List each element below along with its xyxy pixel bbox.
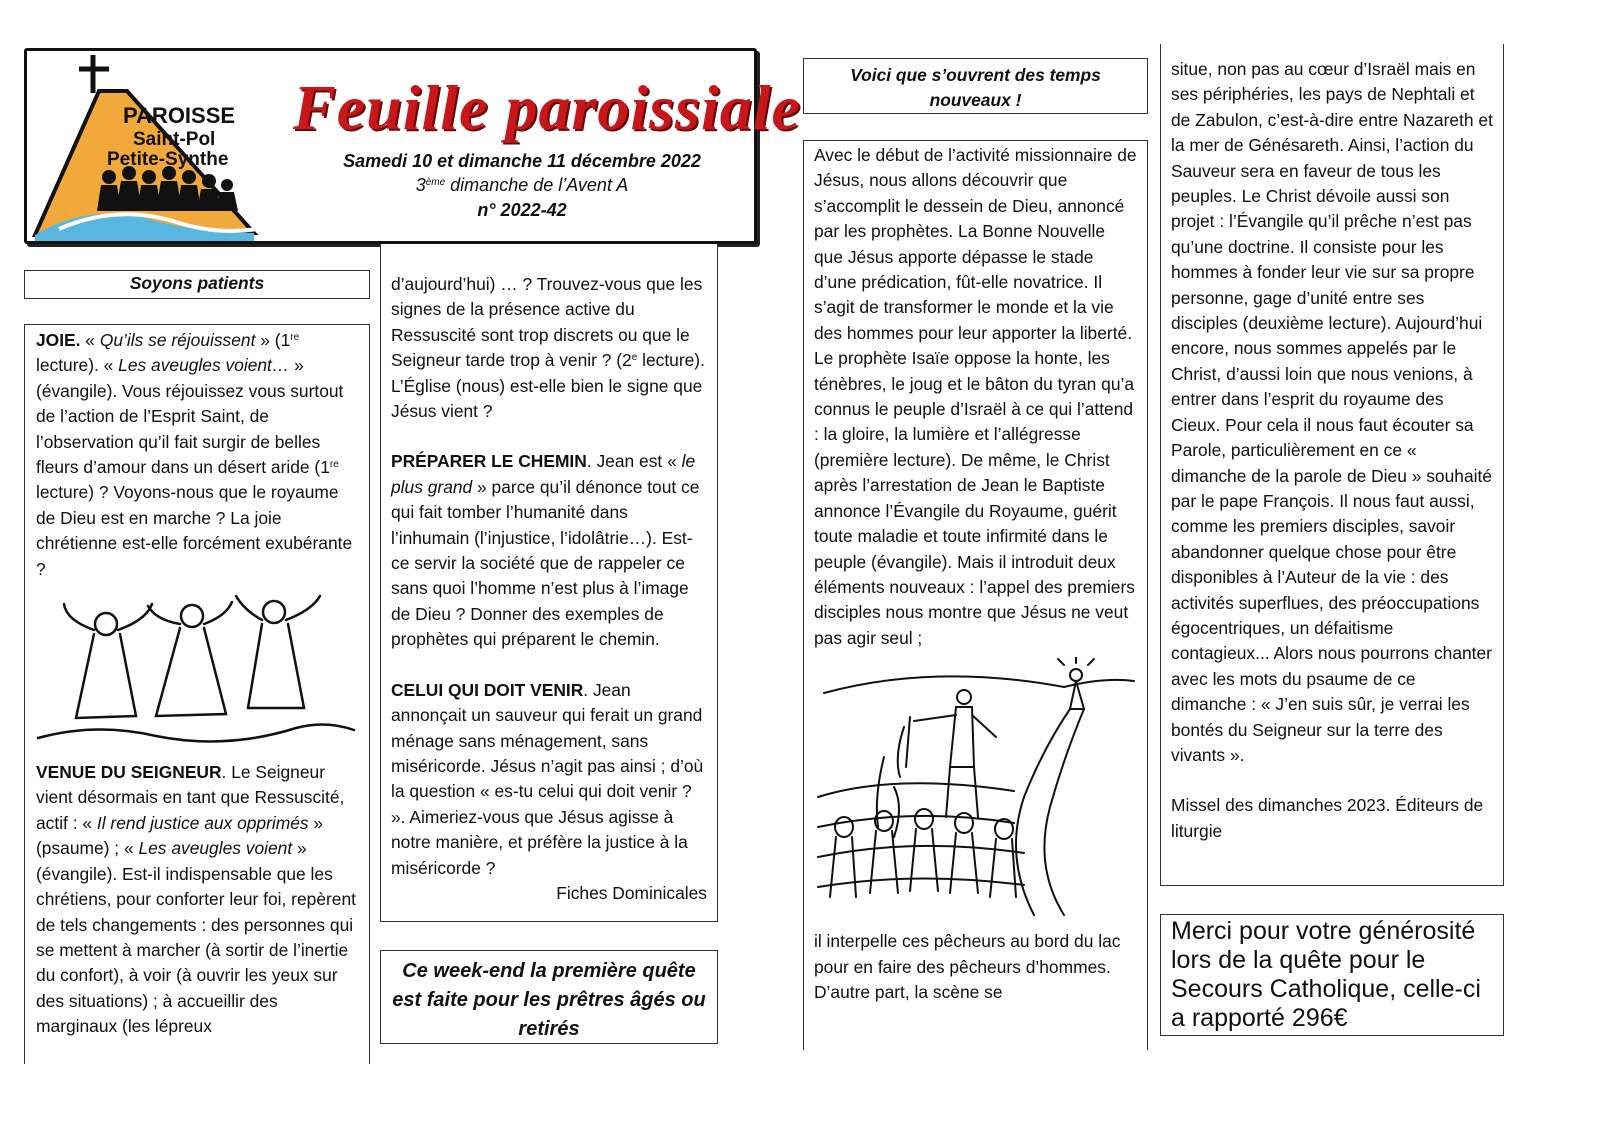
thanks-notice	[1160, 914, 1504, 1036]
thanks-text: Merci pour votre générosité lors de la quête pour le Secours Catholique, celle-ci a rapporté 296€	[1171, 917, 1481, 1032]
col4-article	[1160, 44, 1504, 886]
col3-paragraph-1: Avec le début de l’activité missionnaire de Jésus, nous allons découvrir que s’accomplit le dessein de Dieu, annoncé par les prophètes. La Bonne Nouvelle que Jésus apporte dépasse le stade d’une prédication, fût-elle novatrice. Il s’agit de transformer le monde et la vie des hommes pour leur apporter la liberté. Le prophète Isaïe oppose la honte, les ténèbres, le joug et le bâton du tyran qu’a connus le peuple d’Israël à ce qui l’attend : la gloire, la lumière et l’allégresse (première lecture). De même, le Christ après l’arrestation de Jean le Baptiste annonce l’Évangile du Royaume, guérit toute maladie et toute infirmité dans le peuple (évangile). Mais il introduit deux éléments nouveaux : l’appel des premiers disciples nous montre que Jésus ne veut pas agir seul ;	[814, 145, 1137, 648]
collection-notice	[380, 950, 718, 1044]
col1-article	[24, 324, 370, 1064]
source-fiches: Fiches Dominicales	[556, 882, 707, 903]
col3-paragraph-2: il interpelle ces pêcheurs au bord du lac pour en faire des pêcheurs d’hommes. D’autre part, la scène se	[814, 931, 1121, 1002]
preparer-paragraph: PRÉPARER LE CHEMIN. Jean est « le plus grand » parce qu’il dénonce tout ce qui fait tomber l’humanité dans l’inhumain (l’injustice, l’idolâtrie…). Est-ce servir la société que de rappeler ce sans quoi l’homme n’est plus à l’image de Dieu ? Donner des exemples de prophètes qui préparent le chemin.	[391, 451, 700, 650]
venue-paragraph: VENUE DU SEIGNEUR. Le Seigneur vient désormais en tant que Ressuscité, actif : « Il rend justice aux opprimés » (psaume) ; « Les aveugles voient » (évangile). Est-il indispensable que les chrétiens, pour conforter leur foi, repèrent de tels changements : des personnes qui se mettent à marcher (à sortir de l’inertie du confort), à voir (à ouvrir les yeux sur des situations) ; à accueillir des marginaux (les lépreux	[36, 762, 356, 1037]
parish-town: Saint-Pol	[133, 129, 216, 150]
masthead	[24, 48, 801, 244]
joie-paragraph: JOIE. « Qu’ils se réjouissent » (1re lecture). « Les aveugles voient… » (évangile). Vous réjouissez vous surtout de l’action de l’Esprit Saint, de l’observation qu’il fait surgir de belles fleurs d’amour dans un désert aride (1re lecture) ? Voyons-nous que le royaume de Dieu est en marche ? La joie chrétienne est-elle forcément exubérante ?	[36, 330, 353, 579]
section-heading-box	[24, 270, 370, 299]
issue-number: n° 2022-42	[477, 200, 567, 220]
col4-paragraph-1: situe, non pas au cœur d’Israël mais en ses périphéries, les pays de Nephtali et de Zabulon, c’est-à-dire entre Nazareth et la mer de Génésareth. Ainsi, l’action du Sauveur sera en faveur de tous les peuples. Le Christ dévoile aussi son projet : l’Évangile qu’il prêche n’est pas qu’une doctrine. Il consiste pour les hommes à fonder leur vie sur sa propre personne, gage d’unité entre ses disciples (deuxième lecture). Aujourd’hui encore, nous sommes appelés par le Christ, d’aussi loin que nous venions, à entrer dans l’esprit du royaume des Cieux. Pour cela il nous faut écouter sa Parole, particulièrement en ce « dimanche de la parole de Dieu » souhaité par le pape François. Il nous faut aussi, comme les premiers disciples, savoir abandonner quelque chose pour être disponibles à l’Auteur de la vie : des activités superflues, des préoccupations égocentriques, un défaitisme contagieux... Alors nous pourrons chanter avec les mots du psaume de ce dimanche : « J’en suis sûr, je verrai les bontés du Seigneur sur la terre des vivants ».	[1171, 59, 1493, 765]
page-title: Feuille paroissiale	[293, 72, 801, 143]
issue-date: Samedi 10 et dimanche 11 décembre 2022	[343, 151, 701, 171]
section-heading: Soyons patients	[129, 273, 265, 293]
section-heading-2: Voici que s’ouvrent des temps nouveaux !	[850, 65, 1101, 110]
col3-article	[803, 140, 1148, 1050]
liturgical-sunday: 3ème dimanche de l’Avent A	[415, 175, 629, 195]
celui-paragraph: CELUI QUI DOIT VENIR. Jean annonçait un sauveur qui ferait un grand ménage sans ménagement, sans miséricorde. Jésus n’agit pas ainsi ; d’où la question « es-tu celui qui doit venir ? ». Aimeriez-vous que Jésus agisse à notre manière, et préfère la justice à la miséricorde ?	[391, 679, 704, 878]
col2-article	[380, 244, 718, 922]
notice-text: Ce week-end la première quête est faite pour les prêtres âgés ou retirés	[392, 960, 706, 1040]
section-heading-box-2	[803, 58, 1148, 114]
fishermen-illustration	[814, 657, 1139, 917]
dancing-figures-illustration	[36, 590, 356, 750]
col2-paragraph-1: d’aujourd’hui) … ? Trouvez-vous que les signes de la présence active du Ressuscité sont trop discrets ou que le Seigneur tarde trop à venir ? (2e lecture). L’Église (nous) est-elle bien le signe que Jésus vient ?	[391, 274, 705, 422]
parish-town2: Petite-Synthe	[107, 149, 229, 170]
parish-name: PAROISSE	[123, 103, 236, 128]
source-missel: Missel des dimanches 2023. Éditeurs de liturgie	[1171, 795, 1484, 841]
